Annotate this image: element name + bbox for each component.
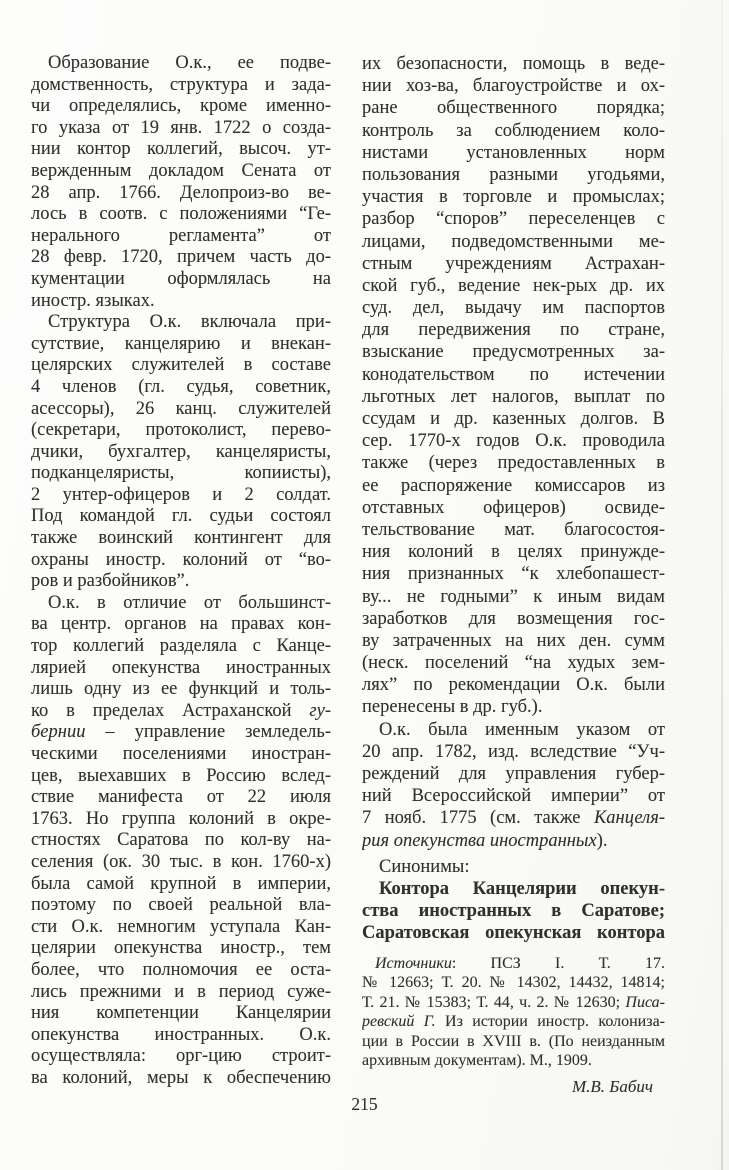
text-run: ний Всероссийской империи” от xyxy=(362,786,665,807)
text-run: Источники xyxy=(375,954,452,972)
text-run: 2 унтер-офицеров и 2 солдат. xyxy=(31,484,331,505)
text-line xyxy=(362,719,665,741)
text-run: 28 апр. 1766. Делопроиз-во ве- xyxy=(31,182,331,203)
text-run: рия опекунства иностранных xyxy=(362,830,597,851)
text-run: Из истории иностр. колониза- xyxy=(435,1013,665,1030)
text-run: (секретари, протоколист, перево- xyxy=(31,420,331,441)
text-run: пользования разными угодьями, xyxy=(362,164,665,185)
text-line xyxy=(362,519,665,541)
text-line xyxy=(362,208,665,230)
text-line xyxy=(31,312,331,334)
text-line xyxy=(31,766,331,788)
synonyms-label xyxy=(362,856,665,878)
text-run: 4 членов (гл. судья, советник, xyxy=(31,376,331,397)
text-line xyxy=(362,97,665,119)
text-line xyxy=(362,608,665,630)
text-line xyxy=(31,1003,331,1025)
text-run: ния колоний в целях принужде- xyxy=(362,542,665,563)
text-line xyxy=(31,658,331,680)
text-run: Под командой гл. судьи состоял xyxy=(31,506,331,527)
text-line xyxy=(362,231,665,253)
text-run: Саратовская опекунская контора xyxy=(362,923,665,944)
text-line xyxy=(31,399,331,421)
text-line xyxy=(31,679,331,701)
text-run: М.В. Бабич xyxy=(572,1076,653,1096)
text-run: ской губ., ведение нек-рых др. их xyxy=(362,275,665,296)
para-abolition xyxy=(362,719,665,852)
text-line xyxy=(31,982,331,1004)
text-run: опекунства иностранных. О.к. xyxy=(31,1024,331,1045)
text-line xyxy=(362,807,665,829)
text-run: ческими поселениями иностран- xyxy=(31,744,331,764)
text-run: также воинский контингент для xyxy=(31,528,331,549)
text-run: ко в пределах Астраханской xyxy=(31,700,310,721)
text-line xyxy=(362,1051,665,1071)
text-run: нерального регламента” от xyxy=(31,225,331,246)
text-run: чи определялись, кроме именно- xyxy=(31,96,331,117)
text-line xyxy=(362,186,665,208)
text-line xyxy=(362,53,665,75)
text-line xyxy=(362,541,665,563)
text-line xyxy=(31,593,331,615)
text-run: целярских служителей в составе xyxy=(31,355,331,376)
para-functions xyxy=(362,53,665,719)
text-run: разбор “споров” переселенцев с xyxy=(362,209,665,230)
text-run: ране общественного порядка; xyxy=(362,98,665,119)
text-line xyxy=(362,75,665,97)
text-line xyxy=(31,442,331,464)
text-line xyxy=(362,1012,665,1032)
para-role xyxy=(31,593,331,1090)
text-run: участия в торговле и промыслах; xyxy=(362,187,665,208)
text-line xyxy=(31,874,331,896)
text-run: лось в соотв. с положениями “Ге- xyxy=(31,204,331,225)
text-line xyxy=(362,741,665,763)
text-run: – управление земледель- xyxy=(85,722,331,743)
text-run: нии хоз-ва, благоустройстве и ох- xyxy=(362,76,665,97)
text-run: 28 февр. 1720, причем часть до- xyxy=(31,247,331,268)
text-line xyxy=(362,120,665,142)
text-line xyxy=(31,636,331,658)
text-line xyxy=(31,550,331,572)
text-run: Писа- xyxy=(625,993,665,1011)
text-line xyxy=(31,118,331,140)
text-line xyxy=(31,1068,331,1090)
text-line xyxy=(362,922,665,944)
text-line xyxy=(31,917,331,939)
text-line xyxy=(362,430,665,452)
text-run: бернии xyxy=(31,722,86,743)
text-line xyxy=(362,900,665,922)
text-run: селения (ок. 30 тыс. в кон. 1760-х) xyxy=(31,851,331,872)
text-line xyxy=(31,852,331,874)
text-line xyxy=(31,895,331,917)
text-run: охраны иностр. колоний от “во- xyxy=(31,549,331,570)
text-run: сер. 1770-х годов О.к. проводила xyxy=(362,431,665,452)
text-run: лях” по рекомендации О.к. были xyxy=(362,675,665,696)
text-run: архивным документам). М., 1909. xyxy=(362,1052,592,1069)
text-run: ров и разбойников”. xyxy=(31,571,190,592)
text-run: подканцеляристы, копиисты), xyxy=(31,463,331,484)
text-run: суд. дел, выдачу им паспортов xyxy=(362,298,665,319)
text-run: вержденным докладом Сената от xyxy=(31,160,331,181)
text-line xyxy=(31,355,331,377)
text-run: лицами, подведомственными ме- xyxy=(362,231,665,252)
text-run: Синонимы: xyxy=(379,856,470,877)
text-run: лись прежними и в период суже- xyxy=(31,981,331,1002)
text-run: цев, выехавших в Россию вслед- xyxy=(31,765,331,786)
text-line xyxy=(31,204,331,226)
text-run: ва центр. органов на правах кон- xyxy=(31,614,331,635)
text-run: ства иностранных в Саратове; xyxy=(362,901,665,922)
text-line xyxy=(362,954,665,974)
text-line xyxy=(31,506,331,528)
text-line xyxy=(31,269,331,291)
text-line xyxy=(31,809,331,831)
text-line xyxy=(31,960,331,982)
text-run: (неск. поселений “на худых зем- xyxy=(362,653,665,674)
text-run: асессоры), 26 канц. служителей xyxy=(31,398,331,419)
text-line xyxy=(362,973,665,993)
text-run: более, что полномочия ее оста- xyxy=(31,959,331,980)
column-right xyxy=(362,53,665,1098)
text-run: № 12663; Т. 20. № 14302, 14432, 14814; xyxy=(362,974,665,991)
text-run: гу- xyxy=(309,700,331,721)
text-run: ссудам и др. казенных долгов. В xyxy=(362,409,665,429)
column-left xyxy=(31,53,331,1090)
text-run: ствие манифеста от 22 июля xyxy=(31,787,331,808)
text-line xyxy=(31,161,331,183)
text-line xyxy=(362,164,665,186)
text-run: иностр. языках. xyxy=(31,290,155,311)
text-line xyxy=(362,497,665,519)
sources xyxy=(362,954,665,1071)
text-line xyxy=(31,291,331,313)
text-line xyxy=(31,614,331,636)
text-line xyxy=(362,253,665,275)
text-line xyxy=(362,1032,665,1052)
text-line xyxy=(31,53,331,75)
text-run: ее распоряжение комиссаров из xyxy=(362,475,665,496)
text-line xyxy=(31,528,331,550)
text-run: сутствие, канцелярию и внекан- xyxy=(31,333,331,354)
page-number: 215 xyxy=(351,1094,378,1114)
text-run: тельствование мат. благосостоя- xyxy=(362,519,665,540)
text-run: осуществляла: орг-цию строит- xyxy=(31,1046,331,1067)
text-run: реждений для управления губер- xyxy=(362,764,665,784)
text-run: 1763. Но группа колоний в окре- xyxy=(31,808,331,829)
text-line xyxy=(31,75,331,97)
text-run: льготных лет налогов, выплат по xyxy=(362,386,665,407)
text-run: сти О.к. немногим уступала Кан- xyxy=(31,916,331,937)
text-line xyxy=(31,485,331,507)
text-run: О.к. была именным указом от xyxy=(379,719,665,740)
text-run: перенесены в др. губ.). xyxy=(362,697,543,718)
text-run: тор коллегий разделяла с Канце- xyxy=(31,636,331,657)
text-line xyxy=(31,938,331,960)
text-line xyxy=(31,334,331,356)
text-run: поэтому по своей реальной вла- xyxy=(31,895,331,916)
text-line xyxy=(362,275,665,297)
text-run: ревский Г. xyxy=(362,1013,436,1030)
text-run: нии контор коллегий, высоч. ут- xyxy=(31,139,331,160)
text-line xyxy=(362,630,665,652)
text-run: 20 апр. 1782, изд. вследствие “Уч- xyxy=(362,741,665,762)
text-run: домственность, структура и зада- xyxy=(31,74,331,95)
text-line xyxy=(362,341,665,363)
text-run: ции в России в XVIII в. (По неизданным xyxy=(362,1032,665,1050)
text-run: Образование О.к., ее подве- xyxy=(48,53,331,73)
text-run: стным учреждениям Астрахан- xyxy=(362,253,665,274)
text-line xyxy=(362,696,665,718)
text-run: ва колоний, меры к обеспечению xyxy=(31,1067,331,1088)
text-line xyxy=(31,247,331,269)
text-run: также (через предоставленных в xyxy=(362,453,665,474)
text-run: для передвижения по стране, xyxy=(362,320,665,341)
text-line xyxy=(31,96,331,118)
text-run: контроль за соблюдением коло- xyxy=(362,120,665,141)
text-line xyxy=(362,408,665,430)
text-line xyxy=(31,183,331,205)
text-run: го указа от 19 янв. 1722 о созда- xyxy=(31,117,331,138)
text-line xyxy=(362,142,665,164)
text-line xyxy=(362,364,665,386)
text-run: : ПСЗ I. Т. 17. xyxy=(451,954,665,972)
text-line xyxy=(362,452,665,474)
text-line xyxy=(362,993,665,1013)
text-line xyxy=(362,475,665,497)
text-line xyxy=(31,744,331,766)
text-run: О.к. в отличие от большинст- xyxy=(48,592,331,613)
text-line xyxy=(31,463,331,485)
text-line xyxy=(31,1046,331,1068)
text-line xyxy=(362,563,665,585)
text-line xyxy=(31,377,331,399)
text-run: Структура О.к. включала при- xyxy=(48,312,331,333)
text-line xyxy=(31,139,331,161)
text-run: их безопасности, помощь в веде- xyxy=(362,54,665,74)
text-run: дчики, бухгалтер, канцеляристы, xyxy=(31,441,331,462)
text-run: Контора Канцелярии опекун- xyxy=(379,878,665,899)
text-line xyxy=(362,856,665,878)
text-line xyxy=(362,652,665,674)
text-line xyxy=(31,787,331,809)
text-run: лишь одну из ее функций и толь- xyxy=(31,679,331,700)
text-line xyxy=(31,1025,331,1047)
text-run: отставных офицеров) освиде- xyxy=(362,497,665,518)
text-run: 7 нояб. 1775 (см. также xyxy=(362,808,594,829)
text-run: была самой крупной в империи, xyxy=(31,873,331,894)
para-education xyxy=(31,53,331,312)
text-line xyxy=(362,586,665,608)
text-line xyxy=(362,319,665,341)
text-line xyxy=(362,785,665,807)
text-run: нистами установленных норм xyxy=(362,142,665,163)
text-run: ). xyxy=(596,830,608,851)
text-run: кументации оформлялась на xyxy=(31,268,331,289)
text-line xyxy=(31,722,331,744)
text-run: заработков для возмещения гос- xyxy=(362,608,665,629)
text-line xyxy=(362,878,665,900)
text-line xyxy=(31,226,331,248)
text-run: Т. 21. № 15383; Т. 44, ч. 2. № 12630; xyxy=(362,993,626,1011)
text-run: ния признанных “к хлебопашест- xyxy=(362,564,665,585)
text-line xyxy=(31,571,331,593)
synonyms-list xyxy=(362,878,665,945)
para-structure xyxy=(31,312,331,593)
text-run: ву затраченных на них ден. сумм xyxy=(362,630,665,651)
page-edge-shadow xyxy=(721,0,723,1170)
text-line xyxy=(362,386,665,408)
text-run: целярии опекунства иностр., тем xyxy=(31,938,331,959)
text-line xyxy=(362,830,665,852)
text-run: лярией опекунства иностранных xyxy=(31,657,331,678)
text-line xyxy=(362,297,665,319)
text-line xyxy=(31,701,331,723)
text-run: стностях Саратова по кол-ву на- xyxy=(31,830,331,851)
text-line xyxy=(31,830,331,852)
text-line xyxy=(362,674,665,696)
text-run: взыскание предусмотренных за- xyxy=(362,342,665,363)
text-line xyxy=(31,420,331,442)
text-run: ния компетенции Канцелярии xyxy=(31,1003,331,1024)
text-run: конодательством по истечении xyxy=(362,364,665,385)
text-run: ву... не годными” к иным видам xyxy=(362,586,665,607)
text-run: Канцеля- xyxy=(593,808,665,829)
text-line xyxy=(362,763,665,785)
